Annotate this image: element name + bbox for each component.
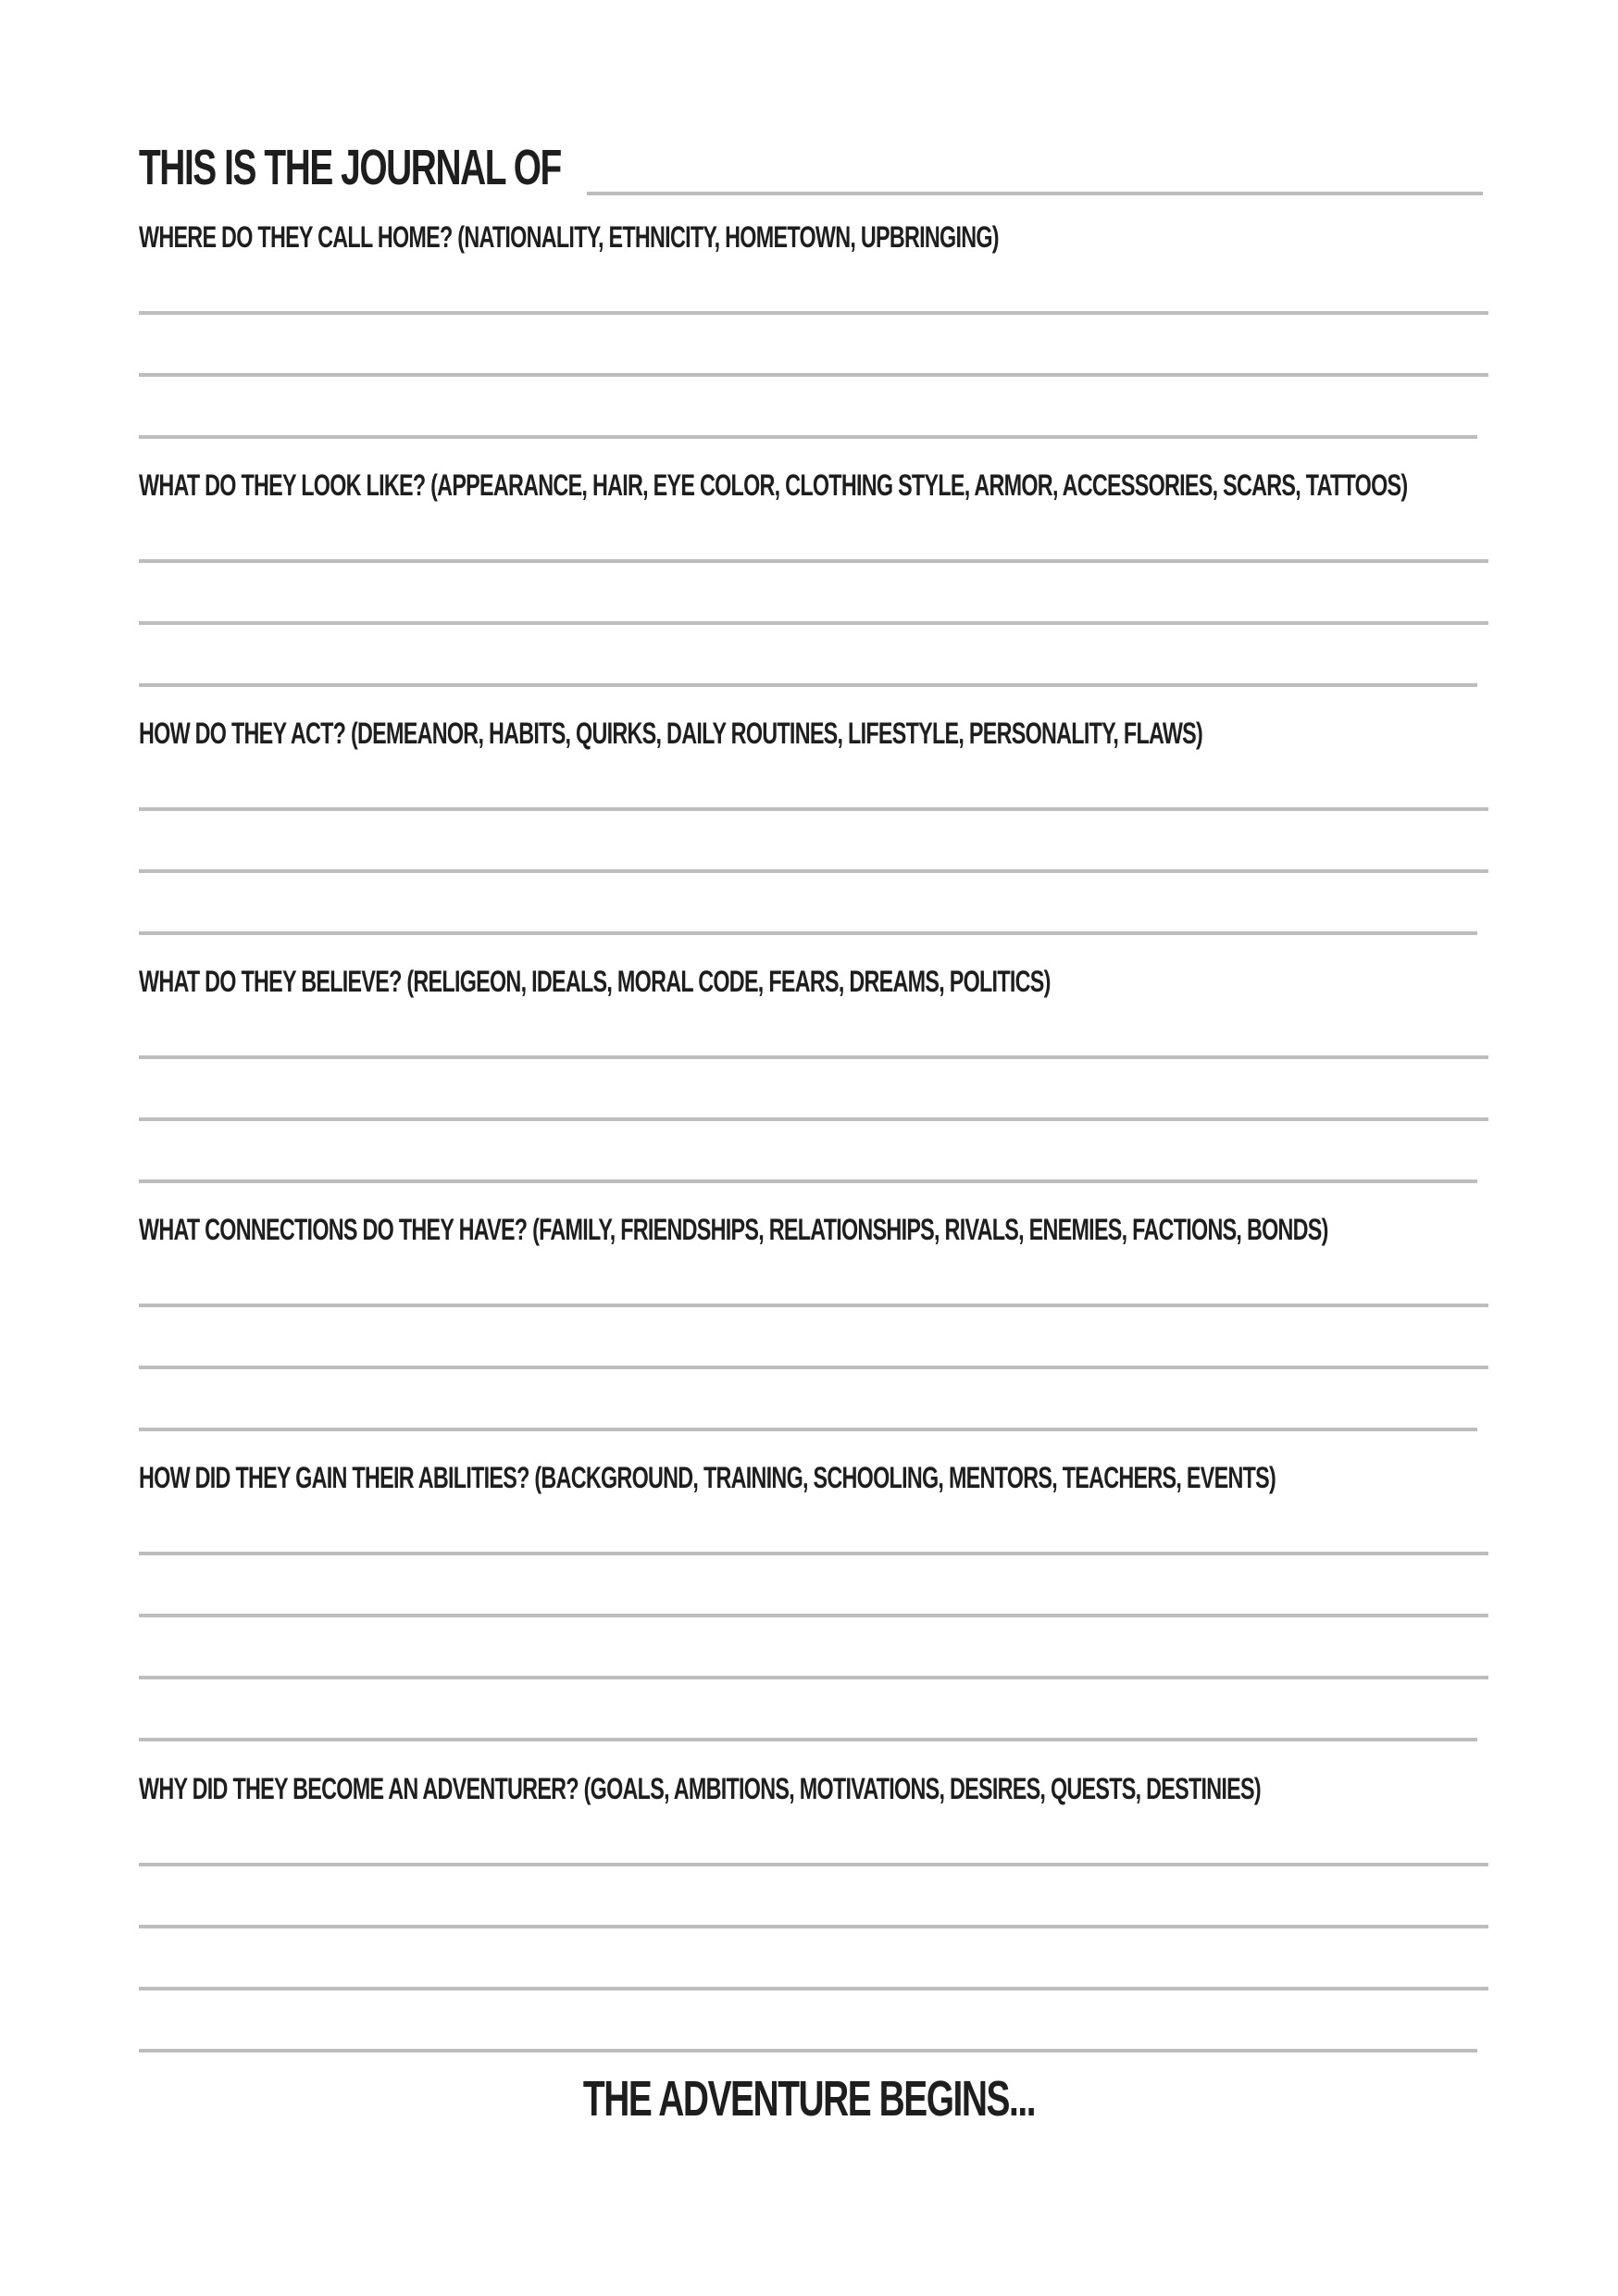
write-line[interactable]: [139, 1366, 1488, 1369]
question-behavior: HOW DO THEY ACT? (DEMEANOR, HABITS, QUIRKS, DAILY ROUTINES, LIFESTYLE, PERSONALITY, FLAWS): [139, 717, 1203, 750]
footer-text: THE ADVENTURE BEGINS...: [582, 2071, 1036, 2127]
write-line[interactable]: [139, 931, 1477, 935]
write-line[interactable]: [139, 1863, 1488, 1866]
journal-name-line[interactable]: [587, 192, 1483, 195]
write-line[interactable]: [139, 1925, 1488, 1928]
footer: [0, 2066, 1618, 2131]
write-line[interactable]: [139, 1614, 1488, 1617]
write-line[interactable]: [139, 1428, 1477, 1431]
question-adventurer: WHY DID THEY BECOME AN ADVENTURER? (GOALS, AMBITIONS, MOTIVATIONS, DESIRES, QUESTS, DESTINIES): [139, 1772, 1261, 1805]
write-line[interactable]: [139, 807, 1488, 811]
write-line[interactable]: [139, 1987, 1488, 1990]
write-line[interactable]: [139, 1738, 1477, 1741]
write-line[interactable]: [139, 311, 1488, 315]
write-line[interactable]: [139, 621, 1488, 625]
write-line[interactable]: [139, 1117, 1488, 1121]
write-line[interactable]: [139, 373, 1488, 377]
question-abilities: HOW DID THEY GAIN THEIR ABILITIES? (BACKGROUND, TRAINING, SCHOOLING, MENTORS, TEACHERS, EVENTS): [139, 1461, 1276, 1494]
write-line[interactable]: [139, 1304, 1488, 1307]
write-line[interactable]: [139, 1179, 1477, 1183]
write-line[interactable]: [139, 435, 1477, 439]
write-line[interactable]: [139, 869, 1488, 873]
question-home: WHERE DO THEY CALL HOME? (NATIONALITY, ETHNICITY, HOMETOWN, UPBRINGING): [139, 220, 999, 254]
write-line[interactable]: [139, 683, 1477, 687]
question-beliefs: WHAT DO THEY BELIEVE? (RELIGEON, IDEALS, MORAL CODE, FEARS, DREAMS, POLITICS): [139, 965, 1051, 998]
question-connections: WHAT CONNECTIONS DO THEY HAVE? (FAMILY, FRIENDSHIPS, RELATIONSHIPS, RIVALS, ENEMIES, FACTIONS, BONDS): [139, 1213, 1328, 1246]
write-line[interactable]: [139, 2049, 1477, 2053]
write-line[interactable]: [139, 1676, 1488, 1679]
write-line[interactable]: [139, 559, 1488, 563]
write-line[interactable]: [139, 1552, 1488, 1555]
question-appearance: WHAT DO THEY LOOK LIKE? (APPEARANCE, HAIR, EYE COLOR, CLOTHING STYLE, ARMOR, ACCESSORIES, SCARS, TATTOOS): [139, 468, 1408, 502]
write-line[interactable]: [139, 1055, 1488, 1059]
journal-title-row: [139, 135, 1483, 200]
journal-title: THIS IS THE JOURNAL OF: [139, 140, 561, 195]
